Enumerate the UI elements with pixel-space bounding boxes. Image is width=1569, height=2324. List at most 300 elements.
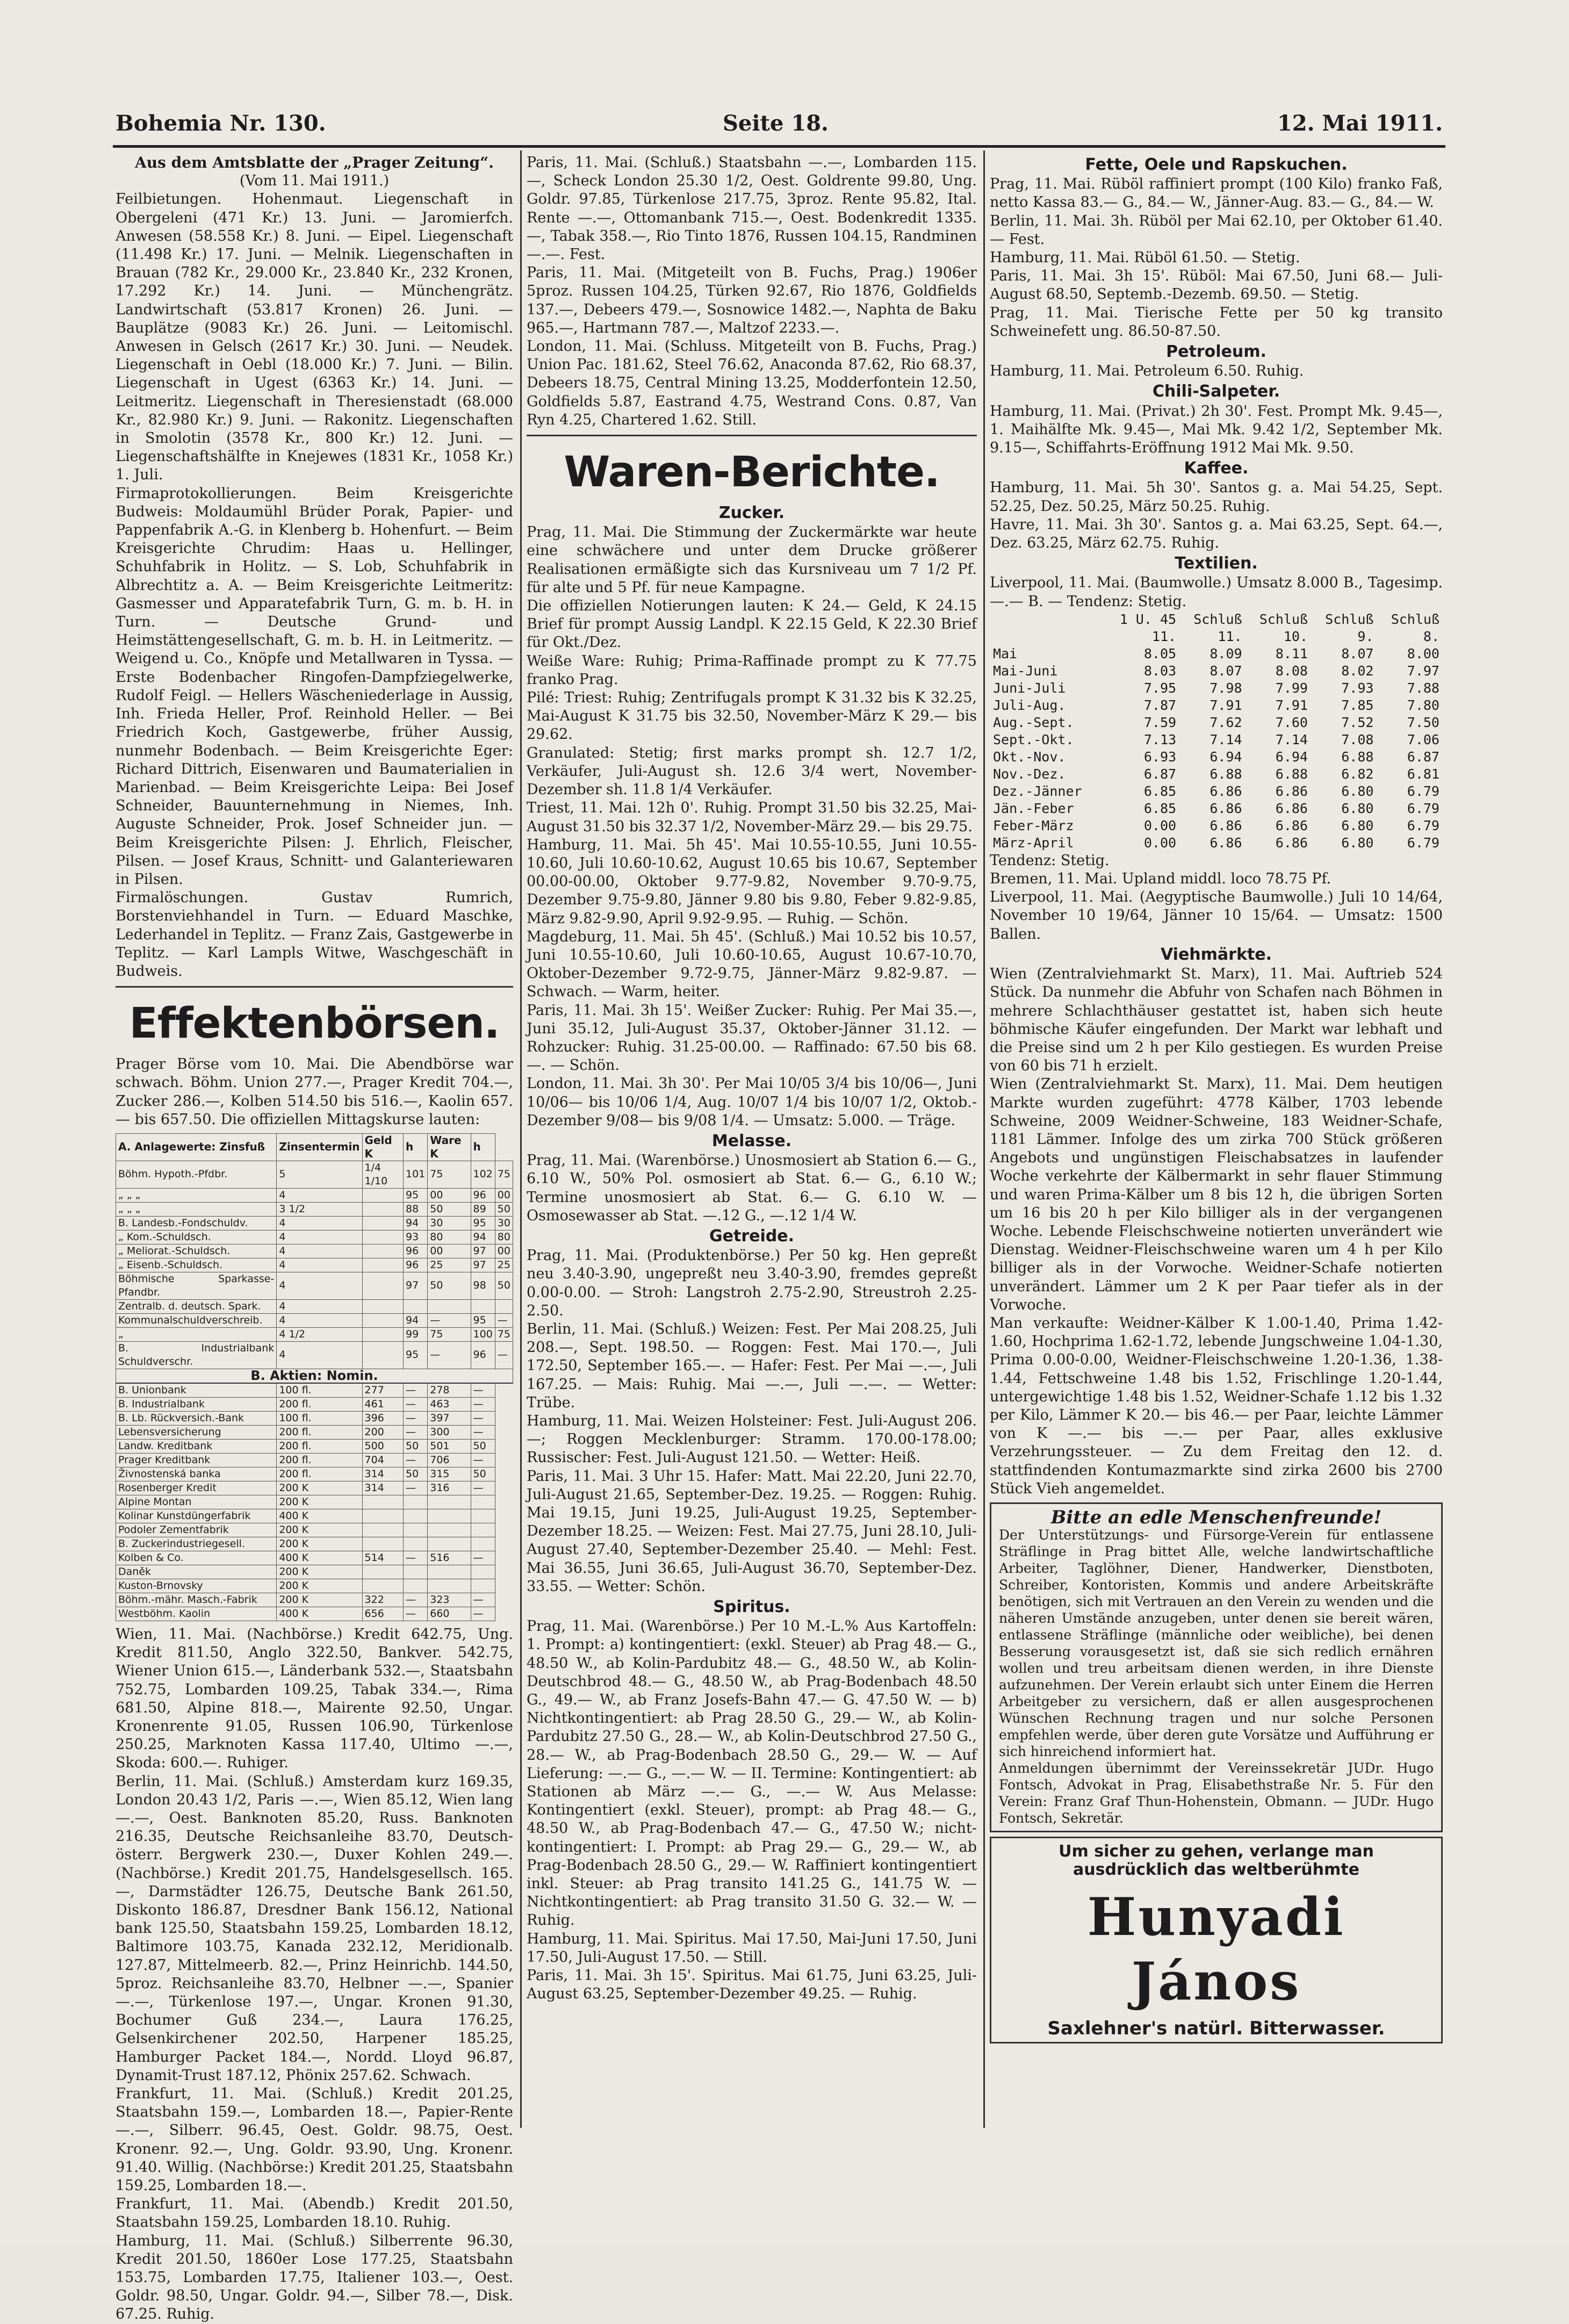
column-rule-1 (520, 150, 522, 2128)
table-cell: „ „ „ (116, 1188, 277, 1202)
vieh-paragraph: Wien (Zentralviehmarkt St. Marx), 11. Mai. Dem heutigen Markte wurden zugeführt: 4778 Kälber, 1703 lebende Schweine, 2009 Weidner-Schweine, 183 Weidner-Schafe, 1181 Lämmer. Infolge des um zirka 700 Stück größeren Angebots und ungünstigen Fleischabsatzes in laufender Woche verkehrte der Kälbermarkt in sehr flauer Stimmung und waren Prima-Kälber um 8 bis 12 h, die übrigen Sorten um 16 bis 20 h per Kilo billiger als in der vergangenen Woche. Lebende Fleischschweine notierten unverändert wie Dienstag. Weidner-Fleischschweine waren um 4 h per Kilo billiger als in der Vorwoche. Weidner-Schafe notierten unverändert. Lämmer um 2 K per Paar tiefer als in der Vorwoche. (990, 1076, 1443, 1313)
table-header: Zinsentermin (277, 1133, 362, 1161)
table-cell (428, 1495, 471, 1509)
table-cell: 6.85 (1143, 783, 1177, 799)
table-row (116, 1313, 513, 1327)
table-header: A. Anlagewerte: Zinsfuß (116, 1133, 277, 1161)
getreide-paragraph: Hamburg, 11. Mai. Weizen Holsteiner: Fest. Juli-August 206.—; Roggen Mecklenburger: Stramm. 170.00-178.00; Russischer: Fest. Juli-August 121.50. — Wetter: Heiß. (527, 1413, 977, 1466)
table-cell: 50 (471, 1467, 495, 1481)
frankfurt-report: Frankfurt, 11. Mai. (Schluß.) Kredit 201.25, Staatsbahn 159.—, Lombarden 18.—, Papier-Rente —.—, Silberr. 96.45, Oest. Goldr. 98.75, Oest. Kronenr. 92.—, Ung. Goldr. 93.90, Ung. Kronenr. 91.40. Willig. (Nachbörse:) Kredit 201.25, Staatsbahn 159.25, Lombarden 18.—. (116, 2085, 513, 2195)
spiritus-heading: Spiritus. (713, 1598, 790, 1617)
spiritus-paragraph: Prag, 11. Mai. (Warenbörse.) Per 10 M.-L.% Aus Kartoffeln: 1. Prompt: a) kontingentiert: (exkl. Steuer) ab Prag 48.— G., 48.50 W., ab Kolin-Pardubitz 48.— G., 48.50 W., ab Kolin-Deutschbrod 48.— G., 48.50 W., ab Prag-Bodenbach 48.50 G., 49.— W., ab Franz Josefs-Bahn 47.— G. 47.50 W. — b) Nichtkontingentiert: ab Prag 28.50 G., 29.— W., ab Kolin-Pardubitz 27.50 G., 28.— W., ab Kolin-Deutschbrod 27.50 G., 28.— W., ab Prag-Bodenbach 28.50 G., 29.— W. — Auf Lieferung: —.— G., —.— W. — II. Termine: Kontingentiert: ab Stationen ab März —.— G., —.— W. Aus Melasse: Kontingentiert (exkl. Steuer), prompt: ab Prag 48.— G., 48.50 W., ab Prag-Bodenbach 47.— G., 47.50 W.; nicht-kontingentiert: I. Prompt: ab Prag 29.— G., 29.— W., ab Prag-Bodenbach 28.50 G., 29.— W. Raffiniert kontingentiert inkl. Steuer: ab Prag transito 141.25 G., 141.75 W. — Nichtkontingentiert: ab Prag transito 31.50 G. 32.— W. — Ruhig. (527, 1618, 977, 1929)
table-cell (403, 1495, 427, 1509)
hamburg-report: Hamburg, 11. Mai. (Schluß.) Silberrente 96.30, Kredit 201.50, 1860er Lose 177.25, Staatsbahn 153.75, Lombarden 17.75, Italiener 103.—, Oest. Goldr. 98.50, Ungar. Goldr. 94.—, Silber 78.—, Disk. 67.25. Ruhig. (116, 2232, 513, 2323)
table-cell: 6.86 (1210, 817, 1242, 833)
table-cell (403, 1299, 427, 1313)
table-cell: 7.85 (1341, 697, 1374, 713)
table-cell: — (403, 1397, 427, 1411)
table-cell: 88 (403, 1202, 427, 1216)
kaffee-paragraph: Hamburg, 11. Mai. 5h 30'. Santos g. a. Mai 54.25, Sept. 52.25, Dez. 50.25, März 50.25. Ruhig. (990, 479, 1443, 515)
table-cell: 30 (495, 1216, 513, 1230)
table-cell: 8.11 (1275, 645, 1308, 661)
ad-line-2: ausdrücklich das weltberühmte (1073, 1860, 1359, 1880)
chili-paragraph: Hamburg, 11. Mai. (Privat.) 2h 30'. Fest. Prompt Mk. 9.45—, 1. Maihälfte Mk. 9.45—, Mai Mk. 9.42 1/2, September Mk. 9.15—, Schiffahrts-Eröffnung 1912 Mai Mk. 9.50. (990, 402, 1443, 457)
ad-brand-name: Hunyadi János (1087, 1886, 1345, 2012)
table-cell: 101 (403, 1161, 427, 1188)
table-row (116, 1537, 513, 1551)
textilien-heading: Textilien. (1175, 554, 1258, 573)
fette-paragraph: Prag, 11. Mai. Tierische Fette per 50 kg transito Schweinefett ung. 86.50-87.50. (990, 304, 1443, 340)
table-cell: 6.81 (1407, 766, 1440, 782)
table-cell: 6.80 (1341, 834, 1374, 851)
getreide-heading: Getreide. (709, 1226, 794, 1246)
table-cell (428, 1579, 471, 1593)
table-cell: 6.86 (1275, 817, 1308, 833)
charity-notice (990, 1502, 1443, 1832)
table-cell: 50 (403, 1467, 427, 1481)
table-cell: „ „ „ (116, 1202, 277, 1216)
page-header (116, 111, 1443, 143)
table-row (990, 680, 1443, 697)
zucker-paragraph: Die offiziellen Notierungen lauten: K 24.— Geld, K 24.15 Brief für prompt Aussig Landpl. K 22.15 Geld, K 22.30 Brief für Okt./Dez. (527, 598, 977, 651)
table-row (116, 1411, 513, 1425)
table-cell: 8.09 (1210, 645, 1242, 661)
table-cell: 6.80 (1341, 783, 1374, 799)
table-cell (362, 1188, 403, 1202)
table-row (116, 1299, 513, 1313)
table-cell (428, 1523, 471, 1537)
getreide-paragraph: Prag, 11. Mai. (Produktenbörse.) Per 50 kg. Hen gepreßt neu 3.40-3.90, ungepreßt neu 3.40-3.90, fremdes gepreßt 0.00-0.00. — Stroh: Langstroh 2.75-2.90, Streustroh 2.25-2.50. (527, 1247, 977, 1319)
table-row (990, 645, 1443, 663)
baumwolle-rows (990, 645, 1443, 852)
table-cell: 461 (362, 1397, 403, 1411)
table-row (116, 1272, 513, 1299)
table-cell: 6.80 (1341, 800, 1374, 816)
table-cell: 75 (428, 1327, 471, 1341)
table-cell: 7.06 (1407, 731, 1440, 747)
table-cell: März-April (993, 834, 1074, 851)
table-row (116, 1565, 513, 1579)
table-cell: 100 fl. (277, 1411, 362, 1425)
zucker-paragraph: Weiße Ware: Ruhig; Prima-Raffinade prompt zu K 77.75 franko Prag. (527, 652, 977, 688)
table-cell: 6.86 (1210, 834, 1242, 851)
table-cell: 400 K (277, 1509, 362, 1523)
mittagskurse-table (116, 1133, 513, 1621)
table-header: 10. (1283, 628, 1308, 644)
table-cell: Dez.-Jänner (993, 783, 1082, 799)
table-cell: 6.94 (1210, 749, 1242, 765)
aktien-group-title: B. Aktien: Nomin. (116, 1369, 513, 1383)
table-row (116, 1383, 513, 1398)
table-cell: 1/4 1/10 (362, 1161, 403, 1188)
fette-paragraph: Paris, 11. Mai. 3h 15'. Rüböl: Mai 67.50, Juni 68.— Juli-August 68.50, Septemb.-Dezemb. 69.50. — Stetig. (990, 268, 1443, 303)
zucker-paragraph: Hamburg, 11. Mai. 5h 45'. Mai 10.55-10.55, Juni 10.55-10.60, Juli 10.60-10.62, August 10.65 bis 10.67, September 00.00-00.00, Oktober 9.77-9.82, November 9.70-9.75, Dezember 9.75-9.80, Jänner 9.80 bis 9.80, Feber 9.82-9.85, März 9.82-9.90, April 9.92-9.95. — Ruhig. — Schön. (527, 836, 977, 927)
table-cell: 400 K (277, 1607, 362, 1621)
table-cell: 8.03 (1143, 663, 1177, 679)
table-cell: 200 K (277, 1565, 362, 1579)
table-cell: 4 1/2 (277, 1327, 362, 1341)
table-row (116, 1467, 513, 1481)
table-cell: 6.93 (1143, 749, 1177, 765)
table-cell (362, 1202, 403, 1216)
table-cell (471, 1299, 495, 1313)
table-row (990, 783, 1443, 800)
table-cell: 656 (362, 1607, 403, 1621)
column-2 (527, 154, 977, 2004)
table-header: Schluß (1259, 611, 1308, 627)
table-cell: 300 (428, 1425, 471, 1439)
table-row (116, 1341, 513, 1369)
table-cell: 8.00 (1407, 645, 1440, 661)
table-cell (362, 1299, 403, 1313)
table-cell: — (471, 1397, 495, 1411)
table-cell: 4 (277, 1299, 362, 1313)
table-cell: 8.07 (1341, 645, 1374, 661)
table-cell: 7.99 (1275, 680, 1308, 696)
wien-report: Wien, 11. Mai. (Nachbörse.) Kredit 642.75, Ung. Kredit 811.50, Anglo 322.50, Bankver. 542.75, Wiener Union 615.—, Länderbank 532.—, Staatsbahn 752.75, Lombarden 109.25, Tabak 334.—, Rima 681.50, Alpine 818.—, Mairente 92.50, Ungar. Kronenrente 91.05, Russen 106.90, Türkenlose 250.25, Marknoten Kassa 117.40, Ultimo —.—, Skoda: 600.—. Ruhiger. (116, 1625, 513, 1772)
table-cell: 7.14 (1210, 731, 1242, 747)
table-cell: Böhm.-mähr. Masch.-Fabrik (116, 1593, 277, 1607)
table-cell: 200 K (277, 1495, 362, 1509)
table-cell: 7.91 (1275, 697, 1308, 713)
table-cell: 7.50 (1407, 714, 1440, 730)
table-row (990, 800, 1443, 817)
table-cell: 6.79 (1407, 783, 1440, 799)
table-cell: 6.86 (1210, 800, 1242, 816)
table-cell: 96 (471, 1341, 495, 1369)
table-cell: 6.94 (1275, 749, 1308, 765)
table-cell: 00 (428, 1188, 471, 1202)
table-cell: 706 (428, 1453, 471, 1467)
table-cell: 7.08 (1341, 731, 1374, 747)
table-cell: 95 (471, 1216, 495, 1230)
table-cell (471, 1509, 495, 1523)
table-cell: 278 (428, 1383, 471, 1398)
liverpool-paragraph: Liverpool, 11. Mai. (Aegyptische Baumwolle.) Juli 10 14/64, November 10 19/64, Jänner 10 15/64. — Umsatz: 1500 Ballen. (990, 889, 1443, 942)
baumwolle-table (990, 611, 1443, 852)
table-row (116, 1244, 513, 1258)
table-cell: 6.79 (1407, 800, 1440, 816)
petroleum-heading: Petroleum. (1166, 342, 1266, 362)
header-rule (113, 145, 1445, 148)
table-header: Ware K (428, 1133, 471, 1161)
table-cell: — (471, 1425, 495, 1439)
table-cell: Živnostenská banka (116, 1467, 277, 1481)
waren-berichte-heading: Waren-Berichte. (564, 448, 940, 497)
table-cell (403, 1537, 427, 1551)
table-row (990, 817, 1443, 834)
table-cell: — (495, 1313, 513, 1327)
table-cell: 3 1/2 (277, 1202, 362, 1216)
vieh-paragraph: Wien (Zentralviehmarkt St. Marx), 11. Mai. Auftrieb 524 Stück. Da nunmehr die Abfuhr von Schafen nach Böhmen in mehrere Schlachthäuser gestattet ist, haben sich heute böhmische Käufer eingefunden. Der Markt war lebhaft und die Preise sind um 2 h per Kilo gestiegen. Es wurden Preise von 60 bis 71 h erzielt. (990, 966, 1443, 1075)
table-row (116, 1439, 513, 1453)
table-cell: 6.86 (1275, 800, 1308, 816)
table-cell: B. Landesb.-Fondschuldv. (116, 1216, 277, 1230)
table-row (990, 663, 1443, 680)
paris-fuchs-report: Paris, 11. Mai. (Mitgeteilt von B. Fuchs, Prag.) 1906er 5proz. Russen 104.25, Türken 92.67, Rio 1876, Goldfields 137.—, Debeers 479.—, Sosnowice 1482.—, Naphta de Baku 965.—, Hartmann 787.—, Maltzof 2233.—. (527, 264, 977, 336)
table-row (990, 766, 1443, 783)
table-cell: 93 (403, 1230, 427, 1244)
table-cell: — (428, 1313, 471, 1327)
table-cell: 200 K (277, 1537, 362, 1551)
table-cell: Aug.-Sept. (993, 714, 1074, 730)
table-cell: 516 (428, 1551, 471, 1565)
table-cell: 6.87 (1407, 749, 1440, 765)
table-cell: 200 K (277, 1523, 362, 1537)
table-cell: — (403, 1607, 427, 1621)
table-cell: 94 (403, 1313, 427, 1327)
table-cell: — (403, 1453, 427, 1467)
frankfurt-abend-report: Frankfurt, 11. Mai. (Abendb.) Kredit 201.50, Staatsbahn 159.25, Lombarden 18.10. Ruhig. (116, 2196, 513, 2231)
table-cell (403, 1523, 427, 1537)
chili-salpeter-heading: Chili-Salpeter. (1152, 382, 1280, 401)
fette-paragraph: Hamburg, 11. Mai. Rüböl 61.50. — Stetig. (990, 249, 1300, 267)
zucker-paragraph: Prag, 11. Mai. Die Stimmung der Zuckermärkte war heute eine schwächere und unter dem Drucke größerer Realisationen ermäßigte sich das Kursniveau um 7 1/2 Pf. für alte und 5 Pf. für neue Kampagne. (527, 524, 977, 596)
table-cell (362, 1341, 403, 1369)
amtsblatt-title: Aus dem Amtsblatte der „Prager Zeitung“. (134, 154, 494, 171)
table-header: 11. (1151, 628, 1177, 644)
table-cell (362, 1244, 403, 1258)
table-cell: 00 (495, 1244, 513, 1258)
table-cell: 25 (428, 1258, 471, 1272)
table-row (116, 1509, 513, 1523)
table-cell (403, 1509, 427, 1523)
header-page-number: Seite 18. (723, 111, 829, 136)
table-cell: 7.95 (1143, 680, 1177, 696)
table-cell: 314 (362, 1467, 403, 1481)
table-cell: 96 (403, 1258, 427, 1272)
table-cell: B. Industrialbank Schuldverschr. (116, 1341, 277, 1369)
table-cell: 500 (362, 1439, 403, 1453)
table-cell: Lebensversicherung (116, 1425, 277, 1439)
table-header (990, 611, 1104, 628)
table-cell: 95 (471, 1313, 495, 1327)
table-cell: B. Lb. Rückversich.-Bank (116, 1411, 277, 1425)
bremen-paragraph: Bremen, 11. Mai. Upland middl. loco 78.75 Pf. (990, 870, 1332, 888)
getreide-paragraph: Berlin, 11. Mai. (Schluß.) Weizen: Fest. Per Mai 208.25, Juli 208.—, Sept. 198.50. — Roggen: Fest. Mai 170.—, Juli 172.50, September 165.—. — Hafer: Fest. Per Mai —.—, Juli 167.25. — Mais: Ruhig. Mai —.—, Juli —.—. — Wetter: Trübe. (527, 1320, 977, 1411)
table-cell: — (403, 1551, 427, 1565)
table-cell (362, 1495, 403, 1509)
table-cell (362, 1565, 403, 1579)
table-cell (428, 1299, 471, 1313)
table-header-row (116, 1133, 513, 1161)
table-cell: 50 (495, 1272, 513, 1299)
table-cell: 400 K (277, 1551, 362, 1565)
table-cell: 50 (428, 1202, 471, 1216)
table-cell: „ Kom.-Schuldsch. (116, 1230, 277, 1244)
table-cell: Böhm. Hypoth.-Pfdbr. (116, 1161, 277, 1188)
table-cell: 6.87 (1143, 766, 1177, 782)
table-cell: 50 (495, 1202, 513, 1216)
table-cell: Kommunalschuldverschreib. (116, 1313, 277, 1327)
effektenboersen-heading: Effektenbörsen. (129, 999, 500, 1048)
table-cell: — (471, 1481, 495, 1495)
section-rule (116, 986, 513, 988)
table-cell: Jän.-Feber (993, 800, 1074, 816)
table-cell: 96 (403, 1244, 427, 1258)
table-cell: 8.02 (1341, 663, 1374, 679)
table-cell: 7.97 (1407, 663, 1440, 679)
vieh-paragraph: Man verkaufte: Weidner-Kälber K 1.00-1.40, Prima 1.42-1.60, Hochprima 1.62-1.72, lebende Jungschweine 1.04-1.30, Prima 0.00-0.00, Weidner-Fleischschweine 1.20-1.36, 1.38-1.44, Fettschweine 1.48 bis 1.52, Frischlinge 1.20-1.44, untergewichtige 1.48 bis 1.52, Weidner-Schafe 1.12 bis 1.32 per Kilo, Lämmer K 20.— bis 46.— per Paar, leichte Lämmer von K —.— bis —.— per Paar, alles exklusive Verzehrungssteuer. — Zu dem Freitag den 12. d. stattfindenden Kontumazmarkte sind zirka 2600 bis 2700 Stück Vieh angemeldet. (990, 1314, 1443, 1497)
table-cell: 30 (428, 1216, 471, 1230)
textilien-intro: Liverpool, 11. Mai. (Baumwolle.) Umsatz 8.000 B., Tagesimp. —.— B. — Tendenz: Stetig. (990, 574, 1443, 610)
table-cell: 99 (403, 1327, 427, 1341)
table-cell: 7.14 (1275, 731, 1308, 747)
table-cell: 6.80 (1341, 817, 1374, 833)
table-cell: 4 (277, 1341, 362, 1369)
zucker-paragraph: Magdeburg, 11. Mai. 5h 45'. (Schluß.) Mai 10.52 bis 10.57, Juni 10.55-10.60, Juli 10.60-10.65, August 10.67-10.70, Oktober-Dezember 9.72-9.75, Jänner-März 9.82-9.87. — Schwach. — Warm, heiter. (527, 928, 977, 1001)
table-header-row (990, 611, 1443, 628)
viehmaerkte-heading: Viehmärkte. (1160, 945, 1272, 964)
table-cell: — (495, 1341, 513, 1369)
table-cell: Landw. Kreditbank (116, 1439, 277, 1453)
zucker-paragraph: Paris, 11. Mai. 3h 15'. Weißer Zucker: Ruhig. Per Mai 35.—, Juni 35.12, Juli-August 35.37, Oktober-Jänner 31.12. — Rohzucker: Ruhig. 31.25-00.00. — Raffinado: 67.50 bis 68.—. — Schön. (527, 1002, 977, 1074)
amtsblatt-date: (Vom 11. Mai 1911.) (239, 172, 390, 190)
charity-body: Der Unterstützungs- und Fürsorge-Verein für entlassene Sträflinge in Prag bittet Alle, welche landwirtschaftliche Arbeiter, Taglöhner, Diener, Handwerker, Dienstboten, Schreiber, Kontoristen, Kommis und andere Arbeitskräfte benötigen, sich mit Vertrauen an den Verein zu wenden und die näheren Umstände anzugeben, unter denen sie bereit wären, entlassene Sträflinge (männliche oder weibliche), bei denen Besserung vorausgesetzt ist, daß sie sich redlich ernähren wollen und treu arbeitsam dienen werden, in ihre Dienste aufzunehmen. Der Verein erlaubt sich unter Einem die Herren Arbeitgeber zu versichern, daß er allen ausgesprochenen Wünschen Rechnung tragen und nur solche Personen empfehlen werde, über deren gute Vorsätze und Aufführung er sich hinreichend informiert hat. (999, 1527, 1434, 1760)
table-cell: 514 (362, 1551, 403, 1565)
kaffee-heading: Kaffee. (1184, 459, 1249, 478)
table-cell: — (471, 1383, 495, 1398)
firmaprotokollierungen-text: Firmaprotokollierungen. Beim Kreisgerichte Budweis: Moldaumühl Brüder Porak, Papier- und Pappenfabrik A.-G. in Klenberg b. Hohenfurt. — Beim Kreisgerichte Chrudim: Haas u. Hellinger, Schuhfabrik in Holitz. — S. Lob, Schuhfabrik in Albrechtitz a. A. — Beim Kreisgerichte Leitmeritz: Gasmesser und Apparatefabrik Turn, G. m. b. H. in Turn. — Deutsche Grund- und Heimstättengesellschaft, G. m. b. H. in Leitmeritz. — Weigend u. Co., Knöpfe und Metallwaren in Tyssa. — Erste Bodenbacher Ringofen-Dampfziegelwerke, Rudolf Feigl. — Hellers Wäscheniederlage in Aussig, Inh. Frieda Heller, Prof. Reinhold Heller. — Bei Friedrich Koch, Gastgewerbe, früher Aussig, nunmehr Bodenbach. — Beim Kreisgerichte Eger: Richard Dittrich, Eisenwaren und Baumaterialien in Marienbad. — Beim Kreisgerichte Leipa: Bei Josef Schneider, Bauunternehmung in Niemes, Inh. Auguste Schneider, Prok. Josef Schneider jun. — Beim Kreisgerichte Pilsen: J. Ehrlich, Fleischer, Pilsen. — Josef Kraus, Schnitt- und Galanteriewaren in Pilsen. (116, 485, 513, 888)
table-cell (362, 1230, 403, 1244)
table-cell: 75 (495, 1161, 513, 1188)
table-cell: 89 (471, 1202, 495, 1216)
section-rule (527, 435, 977, 436)
berlin-report: Berlin, 11. Mai. (Schluß.) Amsterdam kurz 169.35, London 20.43 1/2, Paris —.—, Wien 85.12, Wien lang —.—, Oest. Banknoten 85.20, Russ. Banknoten 216.35, Deutsche Reichsanleihe 83.70, Deutsch-österr. Bergwerk 230.—, Duxer Kohlen 249.—. (Nachbörse.) Kredit 201.75, Handelsgesellsch. 165.—, Darmstädter 126.75, Deutsche Bank 261.50, Diskonto 186.87, Dresdner Bank 156.12, National bank 125.50, Staatsbahn 159.25, Lombarden 18.12, Baltimore 103.75, Kanada 232.12, Meridionalb. 127.87, Mittelmeerb. 82.—, Prinz Heinrichb. 144.50, 5proz. Reichsanleihe 83.70, Helbner —.—, Spanier —.—, Türkenlose 197.—, Ungar. Kronen 91.30, Bochumer Guß 234.—, Laura 176.25, Gelsenkirchener 202.50, Harpener 185.25, Hamburger Packet 184.—, Nordd. Lloyd 96.87, Dynamit-Trust 187.12, Phönix 257.62. Schwach. (116, 1773, 513, 2084)
table-header: 1 U. 45 (1119, 611, 1177, 627)
column-1 (116, 154, 513, 2324)
charity-heading: Bitte an edle Menschenfreunde! (1050, 1506, 1382, 1528)
table-cell (362, 1272, 403, 1299)
table-cell (362, 1537, 403, 1551)
table-cell: 7.62 (1210, 714, 1242, 730)
table-cell: 4 (277, 1272, 362, 1299)
table-row (116, 1397, 513, 1411)
london-report: London, 11. Mai. (Schluss. Mitgeteilt von B. Fuchs, Prag.) Union Pac. 181.62, Steel 76.62, Anaconda 87.62, Rio 68.37, Debeers 18.75, Central Mining 13.25, Modderfontein 12.50, Goldfields 5.87, Eastrand 4.75, Westrand Cons. 0.87, Van Ryn 4.25, Chartered 1.62. Still. (527, 338, 977, 428)
fette-paragraph: Berlin, 11. Mai. 3h. Rüböl per Mai 62.10, per Oktober 61.40. — Fest. (990, 212, 1443, 248)
zucker-heading: Zucker. (718, 503, 785, 523)
table-cell: — (403, 1481, 427, 1495)
table-cell: 6.85 (1143, 800, 1177, 816)
table-header: 8. (1423, 628, 1440, 644)
table-cell: 7.91 (1210, 697, 1242, 713)
table-cell: — (471, 1593, 495, 1607)
table-cell (362, 1523, 403, 1537)
ad-line-1: Um sicher zu gehen, verlange man (1059, 1842, 1374, 1861)
anlagewerte-rows (116, 1161, 513, 1369)
table-cell: 314 (362, 1481, 403, 1495)
table-cell: 8.07 (1210, 663, 1242, 679)
hunyadi-advertisement (990, 1837, 1443, 2044)
table-row (990, 834, 1443, 852)
table-cell: Mai-Juni (993, 663, 1058, 679)
table-cell: 00 (428, 1244, 471, 1258)
table-cell: 102 (471, 1161, 495, 1188)
table-row (116, 1202, 513, 1216)
table-row (116, 1579, 513, 1593)
table-cell: 98 (471, 1272, 495, 1299)
table-cell: 5 (277, 1161, 362, 1188)
table-cell: 4 (277, 1258, 362, 1272)
table-cell: 200 fl. (277, 1425, 362, 1439)
table-header: h (403, 1133, 427, 1161)
table-cell: 660 (428, 1607, 471, 1621)
table-cell: „ (116, 1327, 277, 1341)
table-cell (495, 1299, 513, 1313)
table-row (116, 1607, 513, 1621)
getreide-paragraph: Paris, 11. Mai. 3 Uhr 15. Hafer: Matt. Mai 22.20, Juni 22.70, Juli-August 21.65, September-Dez. 19.25. — Roggen: Ruhig. Mai 19.15, Juni 19.25, Juli-August 19.25, September-Dezember 18.25. — Weizen: Fest. Mai 27.75, Juni 28.10, Juli-August 27.40, September-Dezember 25.40. — Mehl: Fest. Mai 36.55, Juni 36.65, Juli-August 36.70, September-Dez. 33.55. — Wetter: Schön. (527, 1467, 977, 1595)
table-cell (471, 1579, 495, 1593)
table-cell: 8.05 (1143, 645, 1177, 661)
table-cell: 97 (403, 1272, 427, 1299)
table-cell: 7.13 (1143, 731, 1177, 747)
table-cell: 6.86 (1275, 834, 1308, 851)
table-cell (428, 1537, 471, 1551)
table-cell: Feber-März (993, 817, 1074, 833)
table-cell: 97 (471, 1258, 495, 1272)
header-date: 12. Mai 1911. (1277, 111, 1443, 136)
table-cell: Mai (993, 645, 1018, 661)
table-cell: 0.00 (1143, 817, 1177, 833)
table-row (116, 1495, 513, 1509)
table-cell: 200 K (277, 1579, 362, 1593)
table-cell: 95 (403, 1188, 427, 1202)
table-row (990, 697, 1443, 714)
table-cell: 7.88 (1407, 680, 1440, 696)
table-cell: 25 (495, 1258, 513, 1272)
table-row (116, 1523, 513, 1537)
table-cell: Nov.-Dez. (993, 766, 1066, 782)
table-cell: 200 fl. (277, 1453, 362, 1467)
kaffee-paragraph: Havre, 11. Mai. 3h 30'. Santos g. a. Mai 63.25, Sept. 64.—, Dez. 63.25, März 62.75. Ruhig. (990, 516, 1443, 552)
table-cell: 6.79 (1407, 834, 1440, 851)
table-cell: — (471, 1453, 495, 1467)
table-cell: — (403, 1425, 427, 1439)
fette-heading: Fette, Oele und Rapskuchen. (1085, 155, 1348, 174)
table-row (990, 749, 1443, 766)
table-cell: 6.88 (1341, 749, 1374, 765)
table-cell (428, 1565, 471, 1579)
table-cell: 6.79 (1407, 817, 1440, 833)
table-cell (471, 1537, 495, 1551)
table-cell: 316 (428, 1481, 471, 1495)
table-cell: 94 (403, 1216, 427, 1230)
ad-line-3: Saxlehner's natürl. Bitterwasser. (1047, 2017, 1385, 2039)
table-cell: 7.93 (1341, 680, 1374, 696)
charity-footer: Anmeldungen übernimmt der Vereinssekretär JUDr. Hugo Fontsch, Advokat in Prag, Elisabethstraße Nr. 5. Für den Verein: Franz Graf Thun-Hohenstein, Obmann. — JUDr. Hugo Fontsch, Sekretär. (999, 1760, 1434, 1826)
table-cell: — (471, 1411, 495, 1425)
table-cell: 322 (362, 1593, 403, 1607)
column-rule-2 (983, 150, 985, 2128)
table-cell: B. Unionbank (116, 1383, 277, 1398)
table-header: h (471, 1133, 495, 1161)
header-paper-name: Bohemia Nr. 130. (116, 111, 326, 136)
table-cell: 397 (428, 1411, 471, 1425)
zucker-paragraph: Pilé: Triest: Ruhig; Zentrifugals prompt K 31.32 bis K 32.25, Mai-August K 31.75 bis 32.50, November-März K 29.— bis 29.62. (527, 689, 977, 743)
table-cell: 00 (495, 1188, 513, 1202)
table-cell: 315 (428, 1467, 471, 1481)
table-row (990, 731, 1443, 749)
table-cell: 501 (428, 1439, 471, 1453)
table-cell: 4 (277, 1216, 362, 1230)
table-cell: 6.88 (1210, 766, 1242, 782)
table-cell: 463 (428, 1397, 471, 1411)
table-cell: 95 (403, 1341, 427, 1369)
fette-paragraph: Prag, 11. Mai. Rüböl raffiniert prompt (100 Kilo) franko Faß, netto Kassa 83.— G., 84.— W., Jänner-Aug. 83.— G., 84.— W. (990, 176, 1443, 211)
table-cell: B. Zuckerindustriegesell. (116, 1537, 277, 1551)
table-cell: 97 (471, 1244, 495, 1258)
table-cell: 4 (277, 1244, 362, 1258)
